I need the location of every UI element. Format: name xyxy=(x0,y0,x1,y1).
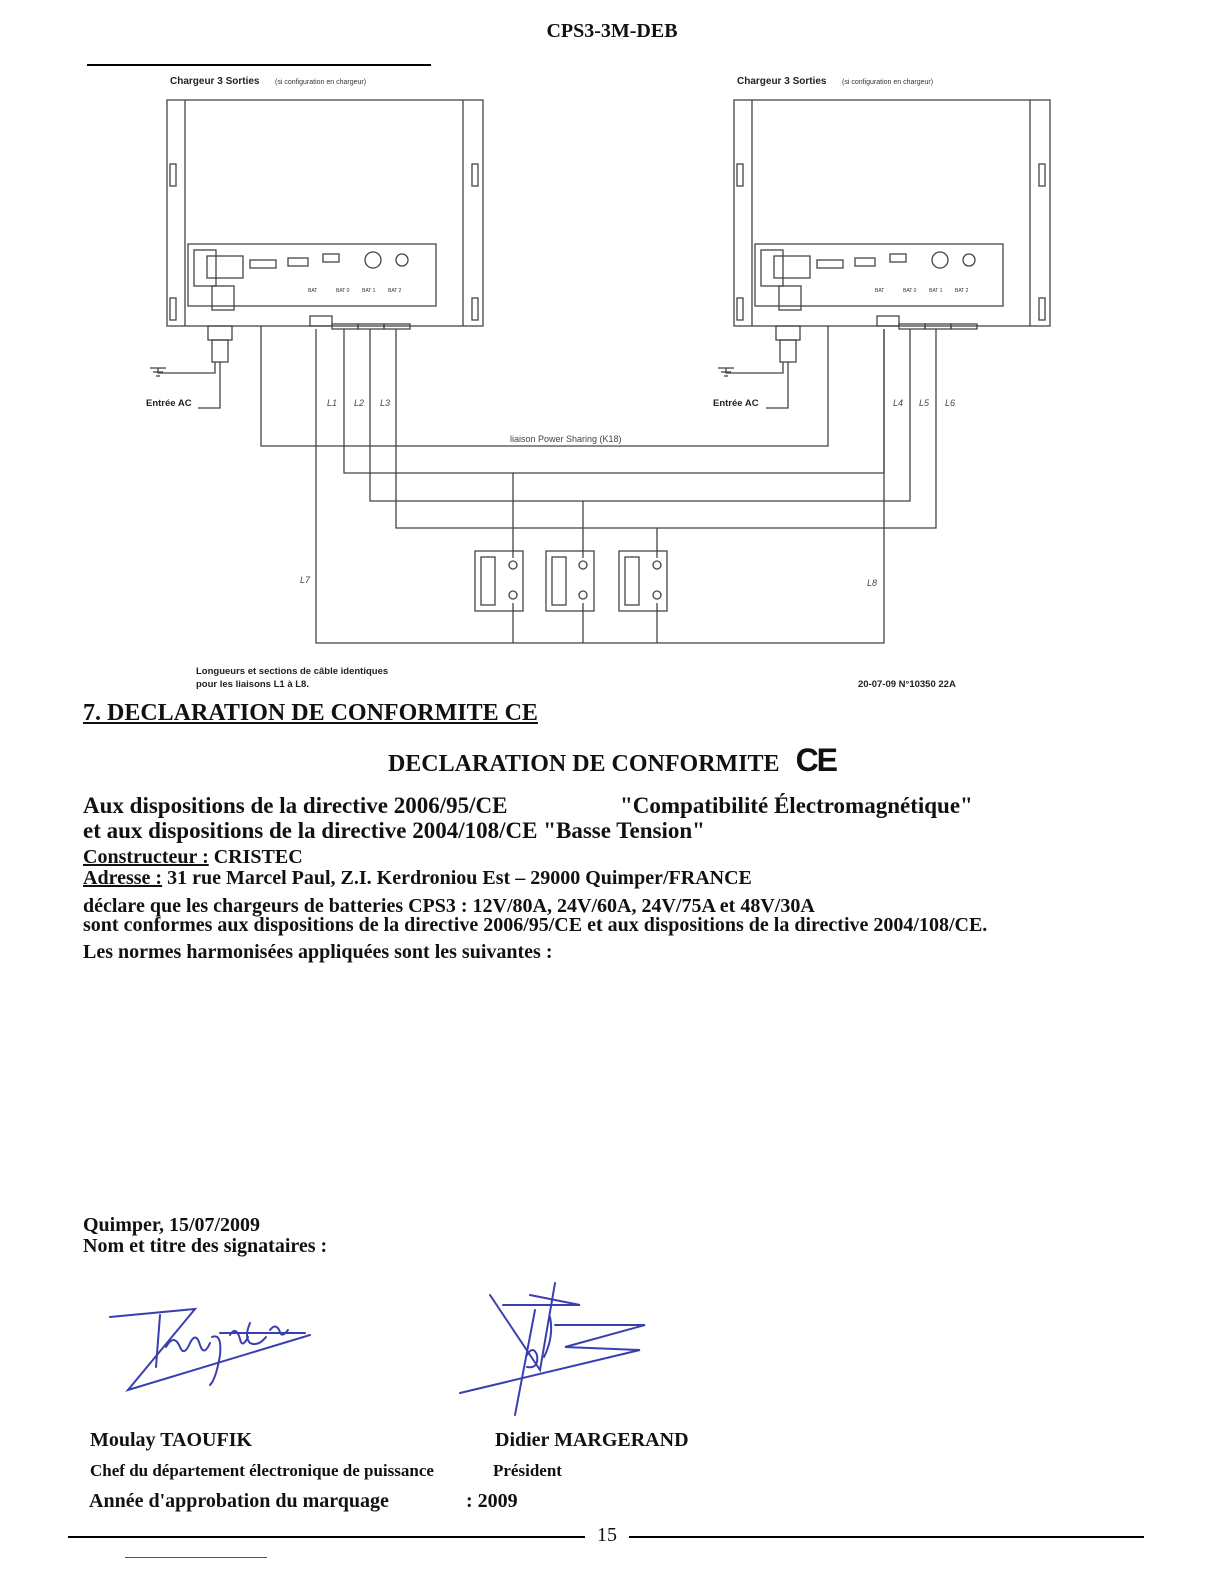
annee-label: Année d'approbation du marquage xyxy=(89,1490,389,1512)
footnote-rule xyxy=(125,1557,267,1558)
right-charger-title: Chargeur 3 Sorties xyxy=(737,76,827,87)
normes-line: Les normes harmonisées appliquées sont les suivantes : xyxy=(83,941,553,963)
cable-label-l4: L4 xyxy=(893,398,904,408)
right-charger-note: (si configuration en chargeur) xyxy=(842,79,934,86)
directive-line-1a: Aux dispositions de la directive 2006/95/CE xyxy=(83,793,508,818)
signatory-1-title: Chef du département électronique de puissance xyxy=(90,1461,434,1480)
cable-label-l5: L5 xyxy=(919,398,930,408)
section-heading: 7. DECLARATION DE CONFORMITE CE xyxy=(83,700,538,726)
left-board-label-bat: BAT xyxy=(308,288,318,294)
page-number: 15 xyxy=(585,1524,629,1547)
right-board-label-bat0: BAT 0 xyxy=(903,288,917,294)
ce-mark: CE xyxy=(795,742,837,778)
signature-taoufik xyxy=(100,1275,320,1400)
entree-ac-left: Entrée AC xyxy=(146,398,192,409)
constructeur-value: CRISTEC xyxy=(208,846,303,868)
battery-2 xyxy=(546,551,594,611)
right-board-label-bat1: BAT 1 xyxy=(929,288,943,294)
cable-label-l2: L2 xyxy=(354,398,365,408)
entree-ac-right: Entrée AC xyxy=(713,398,759,409)
left-charger-board xyxy=(188,244,436,306)
declaration-title-row xyxy=(0,742,1224,779)
cable-label-l3: L3 xyxy=(380,398,391,408)
left-board-label-bat0: BAT 0 xyxy=(336,288,350,294)
signatory-2-name: Didier MARGERAND xyxy=(495,1429,689,1451)
header-rule xyxy=(87,64,431,66)
place-date: Quimper, 15/07/2009 xyxy=(83,1214,261,1236)
cable-note-line2: pour les liaisons L1 à L8. xyxy=(196,679,309,690)
right-charger-board xyxy=(755,244,1003,306)
signatory-1-name: Moulay TAOUFIK xyxy=(90,1429,253,1451)
cable-label-l7: L7 xyxy=(300,575,311,585)
left-board-label-bat2: BAT 2 xyxy=(388,288,402,294)
cable-label-l6: L6 xyxy=(945,398,956,408)
signature-margerand xyxy=(455,1275,655,1420)
cable-label-l1: L1 xyxy=(327,398,338,408)
directive-line-2: et aux dispositions de la directive 2004/108/CE "Basse Tension" xyxy=(83,818,705,843)
wiring-diagram xyxy=(90,68,1150,693)
battery-1 xyxy=(475,551,523,611)
document-code: CPS3-3M-DEB xyxy=(546,20,678,42)
right-board-label-bat: BAT xyxy=(875,288,885,294)
battery-3 xyxy=(619,551,667,611)
constructeur-row xyxy=(83,847,303,868)
adresse-value: 31 rue Marcel Paul, Z.I. Kerdroniou Est – 29000 Quimper/FRANCE xyxy=(162,867,752,889)
power-sharing-label: liaison Power Sharing (K18) xyxy=(510,434,622,444)
conformes-line: sont conformes aux dispositions de la directive 2006/95/CE et aux dispositions de la directive 2004/108/CE. xyxy=(83,914,988,936)
annee-value: : 2009 xyxy=(466,1490,518,1512)
adresse-row xyxy=(83,868,752,889)
right-board-label-bat2: BAT 2 xyxy=(955,288,969,294)
adresse-label: Adresse : xyxy=(83,867,163,889)
cable-note-line1: Longueurs et sections de câble identiques xyxy=(196,666,389,677)
left-charger-title: Chargeur 3 Sorties xyxy=(170,76,260,87)
drawing-reference: 20-07-09 N°10350 22A xyxy=(858,679,956,690)
directive-line-1b: "Compatibilité Électromagnétique" xyxy=(620,793,973,818)
left-charger-note: (si configuration en chargeur) xyxy=(275,79,367,86)
signatory-2-title: Président xyxy=(493,1461,562,1480)
signataires-label: Nom et titre des signataires : xyxy=(83,1235,328,1257)
declare-line: déclare que les chargeurs de batteries CPS3 : 12V/80A, 24V/60A, 24V/75A et 48V/30A xyxy=(83,895,815,917)
declaration-title: DECLARATION DE CONFORMITE xyxy=(387,751,780,777)
left-board-label-bat1: BAT 1 xyxy=(362,288,376,294)
constructeur-label: Constructeur : xyxy=(83,846,209,868)
cable-label-l8: L8 xyxy=(867,578,878,588)
